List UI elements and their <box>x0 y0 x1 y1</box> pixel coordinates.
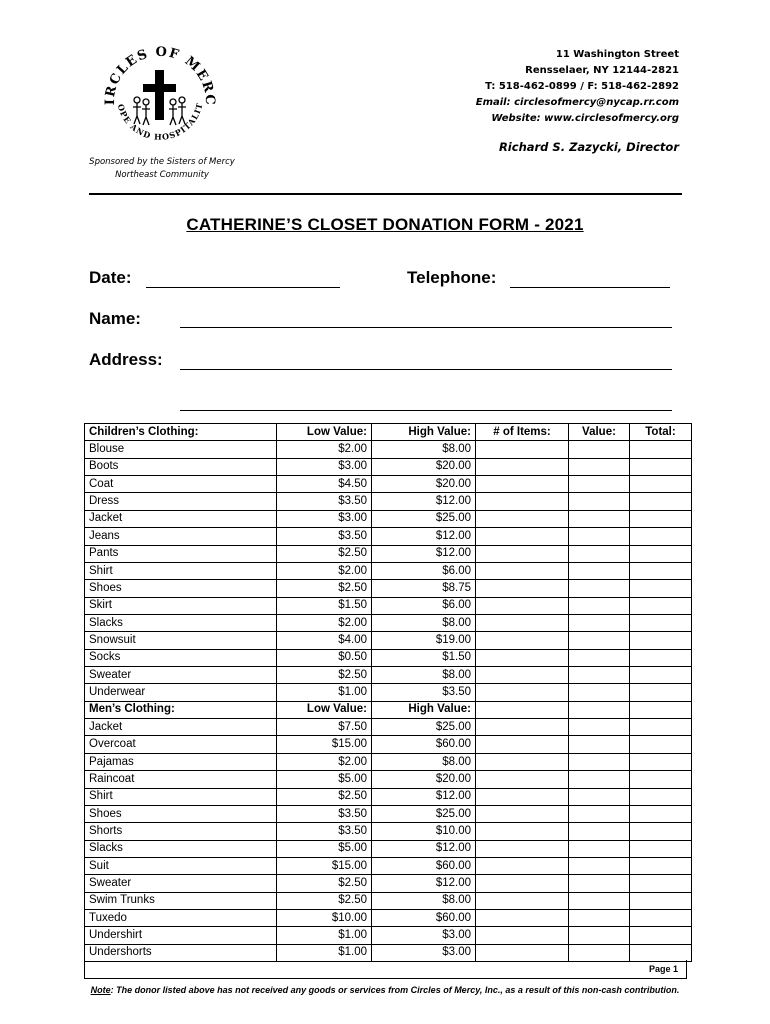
value-input[interactable] <box>569 476 630 493</box>
items-count-input[interactable] <box>476 788 569 805</box>
total-input[interactable] <box>630 927 692 944</box>
table-row <box>85 545 692 562</box>
value-input[interactable] <box>569 892 630 909</box>
low-value: $2.50 <box>277 580 372 597</box>
table-row <box>85 562 692 579</box>
item-name: Suit <box>85 857 277 874</box>
total-input[interactable] <box>630 614 692 631</box>
item-name: Shirt <box>85 562 277 579</box>
items-count-input[interactable] <box>476 528 569 545</box>
total-input[interactable] <box>630 805 692 822</box>
items-count-input[interactable] <box>476 667 569 684</box>
item-name: Jacket <box>85 510 277 527</box>
value-input[interactable] <box>569 632 630 649</box>
name-field[interactable] <box>180 327 672 328</box>
total-input[interactable] <box>630 701 692 718</box>
page-number: Page 1 <box>648 964 678 974</box>
total-input[interactable] <box>630 649 692 666</box>
low-value: $0.50 <box>277 649 372 666</box>
logo-text-bottom: OPE AND HOSPITALIT <box>115 101 205 142</box>
item-name: Slacks <box>85 614 277 631</box>
value-input[interactable] <box>569 701 630 718</box>
item-name: Raincoat <box>85 771 277 788</box>
low-value: $1.00 <box>277 927 372 944</box>
items-count-input[interactable] <box>476 580 569 597</box>
city: Rensselaer, NY 12144-2821 <box>525 65 679 76</box>
children-header-row <box>85 424 692 441</box>
high-value: $12.00 <box>372 545 476 562</box>
item-name: Shoes <box>85 805 277 822</box>
value-input[interactable] <box>569 857 630 874</box>
email: Email: circlesofmercy@nycap.rr.com <box>475 97 679 108</box>
high-value: $1.50 <box>372 649 476 666</box>
low-value: $3.50 <box>277 805 372 822</box>
low-value: $1.00 <box>277 684 372 701</box>
director-name: Richard S. Zazycki, Director <box>498 140 679 154</box>
men-header-row <box>85 701 692 718</box>
table-row <box>85 875 692 892</box>
items-count-input[interactable] <box>476 857 569 874</box>
low-value: $4.00 <box>277 632 372 649</box>
low-value: $10.00 <box>277 910 372 927</box>
items-count-input[interactable] <box>476 545 569 562</box>
total-input[interactable] <box>630 545 692 562</box>
low-value: $3.50 <box>277 528 372 545</box>
address-field-line-2[interactable] <box>180 410 672 411</box>
logo-text-top: IRCLES OF MERC <box>102 44 218 107</box>
table-row <box>85 805 692 822</box>
low-value: $15.00 <box>277 736 372 753</box>
items-count-input[interactable] <box>476 823 569 840</box>
date-label: Date: <box>89 268 132 287</box>
items-count-input[interactable] <box>476 684 569 701</box>
sponsor-line-2: Northeast Community <box>115 170 209 180</box>
items-count-header: # of Items: <box>476 424 569 441</box>
value-input[interactable] <box>569 667 630 684</box>
table-row <box>85 476 692 493</box>
value-input[interactable] <box>569 875 630 892</box>
item-name: Tuxedo <box>85 910 277 927</box>
high-value: $6.00 <box>372 562 476 579</box>
value-input[interactable] <box>569 788 630 805</box>
table-row <box>85 840 692 857</box>
total-input[interactable] <box>630 771 692 788</box>
item-name: Pants <box>85 545 277 562</box>
table-row <box>85 632 692 649</box>
circles-of-mercy-logo <box>100 40 220 158</box>
high-value: $60.00 <box>372 857 476 874</box>
high-value: $25.00 <box>372 719 476 736</box>
table-row <box>85 510 692 527</box>
value-input[interactable] <box>569 597 630 614</box>
table-row <box>85 649 692 666</box>
value-input[interactable] <box>569 528 630 545</box>
low-value: $4.50 <box>277 476 372 493</box>
table-row <box>85 667 692 684</box>
high-value: $8.00 <box>372 441 476 458</box>
page-footer-box <box>84 960 687 979</box>
low-value: $15.00 <box>277 857 372 874</box>
items-count-input[interactable] <box>476 805 569 822</box>
low-value: $5.00 <box>277 771 372 788</box>
total-input[interactable] <box>630 788 692 805</box>
street: 11 Washington Street <box>555 49 679 60</box>
total-input[interactable] <box>630 528 692 545</box>
item-name: Jeans <box>85 528 277 545</box>
high-value: $10.00 <box>372 823 476 840</box>
items-count-input[interactable] <box>476 597 569 614</box>
high-value: $12.00 <box>372 875 476 892</box>
low-value: $2.50 <box>277 545 372 562</box>
items-count-input[interactable] <box>476 441 569 458</box>
item-name: Shorts <box>85 823 277 840</box>
item-name: Shirt <box>85 788 277 805</box>
low-value: $2.50 <box>277 788 372 805</box>
items-count-input[interactable] <box>476 892 569 909</box>
low-value: $2.00 <box>277 614 372 631</box>
total-input[interactable] <box>630 823 692 840</box>
low-value: $1.00 <box>277 944 372 961</box>
low-value: $2.00 <box>277 562 372 579</box>
value-input[interactable] <box>569 684 630 701</box>
table-row <box>85 736 692 753</box>
telephone-field[interactable] <box>510 287 670 288</box>
table-row <box>85 580 692 597</box>
note-label: Note <box>90 985 111 995</box>
high-value: $12.00 <box>372 493 476 510</box>
sponsor-line-1: Sponsored by the Sisters of Mercy <box>89 157 235 167</box>
low-value: $3.50 <box>277 493 372 510</box>
total-input[interactable] <box>630 510 692 527</box>
high-value: $60.00 <box>372 910 476 927</box>
table-row <box>85 857 692 874</box>
item-name: Shoes <box>85 580 277 597</box>
value-input[interactable] <box>569 753 630 770</box>
table-row <box>85 788 692 805</box>
sponsor-note <box>62 156 262 182</box>
total-input[interactable] <box>630 840 692 857</box>
low-value: $2.50 <box>277 892 372 909</box>
note-text: : The donor listed above has not received any goods or services from Circles of Mercy, Inc., as a result of this non-cash contribution. <box>110 985 680 995</box>
value-input[interactable] <box>569 840 630 857</box>
high-value: $8.75 <box>372 580 476 597</box>
items-count-input[interactable] <box>476 719 569 736</box>
items-count-input[interactable] <box>476 493 569 510</box>
table-row <box>85 927 692 944</box>
value-input[interactable] <box>569 823 630 840</box>
high-value: $20.00 <box>372 458 476 475</box>
item-name: Sweater <box>85 875 277 892</box>
table-row <box>85 441 692 458</box>
total-input[interactable] <box>630 736 692 753</box>
organization-address <box>476 47 679 127</box>
item-name: Dress <box>85 493 277 510</box>
low-value: $3.00 <box>277 458 372 475</box>
value-input[interactable] <box>569 441 630 458</box>
item-name: Snowsuit <box>85 632 277 649</box>
value-input[interactable] <box>569 562 630 579</box>
table-row <box>85 892 692 909</box>
value-input[interactable] <box>569 805 630 822</box>
low-value: $3.00 <box>277 510 372 527</box>
name-label: Name: <box>89 309 141 328</box>
table-row <box>85 684 692 701</box>
high-value: $60.00 <box>372 736 476 753</box>
low-value: $2.50 <box>277 875 372 892</box>
high-value: $3.00 <box>372 944 476 961</box>
table-row <box>85 614 692 631</box>
value-input[interactable] <box>569 458 630 475</box>
high-value: $3.50 <box>372 684 476 701</box>
items-count-input[interactable] <box>476 632 569 649</box>
total-input[interactable] <box>630 892 692 909</box>
low-value-header: Low Value: <box>277 424 372 441</box>
items-count-input[interactable] <box>476 476 569 493</box>
donation-table <box>84 423 692 962</box>
address-field-line-1[interactable] <box>180 369 672 370</box>
value-input[interactable] <box>569 510 630 527</box>
value-input[interactable] <box>569 910 630 927</box>
high-value: $25.00 <box>372 805 476 822</box>
table-row <box>85 597 692 614</box>
phone: T: 518-462-0899 / F: 518-462-2892 <box>485 81 679 92</box>
donor-note <box>0 985 770 995</box>
value-header: Value: <box>569 424 630 441</box>
date-field[interactable] <box>146 287 340 288</box>
high-value: $3.00 <box>372 927 476 944</box>
value-input[interactable] <box>569 736 630 753</box>
item-name: Sweater <box>85 667 277 684</box>
items-count-input[interactable] <box>476 875 569 892</box>
total-input[interactable] <box>630 857 692 874</box>
low-value: $5.00 <box>277 840 372 857</box>
items-count-input[interactable] <box>476 649 569 666</box>
item-name: Socks <box>85 649 277 666</box>
table-row <box>85 458 692 475</box>
high-value-header: High Value: <box>372 424 476 441</box>
form-title: CATHERINE’S CLOSET DONATION FORM - 2021 <box>186 215 584 234</box>
items-count-input[interactable] <box>476 510 569 527</box>
low-value: $3.50 <box>277 823 372 840</box>
items-count-input[interactable] <box>476 927 569 944</box>
item-name: Undershirt <box>85 927 277 944</box>
item-name: Underwear <box>85 684 277 701</box>
low-value: $1.50 <box>277 597 372 614</box>
men-header: Men’s Clothing: <box>85 701 277 718</box>
item-name: Overcoat <box>85 736 277 753</box>
high-value: $12.00 <box>372 528 476 545</box>
low-value-header: Low Value: <box>277 701 372 718</box>
value-input[interactable] <box>569 580 630 597</box>
table-row <box>85 719 692 736</box>
table-row <box>85 823 692 840</box>
address-label: Address: <box>89 350 163 369</box>
header-divider <box>89 193 682 195</box>
items-count-input[interactable] <box>476 458 569 475</box>
item-name: Jacket <box>85 719 277 736</box>
high-value: $20.00 <box>372 771 476 788</box>
value-input[interactable] <box>569 545 630 562</box>
high-value-header: High Value: <box>372 701 476 718</box>
value-input[interactable] <box>569 719 630 736</box>
high-value: $8.00 <box>372 614 476 631</box>
total-input[interactable] <box>630 562 692 579</box>
items-count-input[interactable] <box>476 910 569 927</box>
website: Website: www.circlesofmercy.org <box>491 113 679 124</box>
low-value: $2.00 <box>277 753 372 770</box>
total-input[interactable] <box>630 580 692 597</box>
high-value: $8.00 <box>372 753 476 770</box>
items-count-input[interactable] <box>476 771 569 788</box>
value-input[interactable] <box>569 649 630 666</box>
total-input[interactable] <box>630 476 692 493</box>
table-row <box>85 753 692 770</box>
value-input[interactable] <box>569 493 630 510</box>
item-name: Coat <box>85 476 277 493</box>
low-value: $2.50 <box>277 667 372 684</box>
high-value: $12.00 <box>372 788 476 805</box>
table-row <box>85 528 692 545</box>
high-value: $12.00 <box>372 840 476 857</box>
total-input[interactable] <box>630 875 692 892</box>
item-name: Swim Trunks <box>85 892 277 909</box>
total-input[interactable] <box>630 719 692 736</box>
total-input[interactable] <box>630 667 692 684</box>
total-input[interactable] <box>630 753 692 770</box>
high-value: $20.00 <box>372 476 476 493</box>
items-count-input[interactable] <box>476 753 569 770</box>
item-name: Blouse <box>85 441 277 458</box>
table-row <box>85 771 692 788</box>
items-count-input[interactable] <box>476 736 569 753</box>
children-header: Children’s Clothing: <box>85 424 277 441</box>
total-input[interactable] <box>630 684 692 701</box>
donation-table-body <box>85 424 692 962</box>
high-value: $6.00 <box>372 597 476 614</box>
table-row <box>85 493 692 510</box>
value-input[interactable] <box>569 927 630 944</box>
value-input[interactable] <box>569 614 630 631</box>
high-value: $25.00 <box>372 510 476 527</box>
item-name: Pajamas <box>85 753 277 770</box>
total-input[interactable] <box>630 910 692 927</box>
item-name: Skirt <box>85 597 277 614</box>
total-input[interactable] <box>630 441 692 458</box>
high-value: $8.00 <box>372 892 476 909</box>
items-count-input[interactable] <box>476 840 569 857</box>
item-name: Slacks <box>85 840 277 857</box>
low-value: $2.00 <box>277 441 372 458</box>
table-row <box>85 910 692 927</box>
high-value: $8.00 <box>372 667 476 684</box>
low-value: $7.50 <box>277 719 372 736</box>
total-input[interactable] <box>630 458 692 475</box>
value-input[interactable] <box>569 771 630 788</box>
item-name: Boots <box>85 458 277 475</box>
total-input[interactable] <box>630 597 692 614</box>
total-input[interactable] <box>630 632 692 649</box>
items-count-input[interactable] <box>476 614 569 631</box>
telephone-label: Telephone: <box>407 268 497 287</box>
item-name: Undershorts <box>85 944 277 961</box>
total-header: Total: <box>630 424 692 441</box>
total-input[interactable] <box>630 493 692 510</box>
high-value: $19.00 <box>372 632 476 649</box>
items-count-input[interactable] <box>476 701 569 718</box>
items-count-input[interactable] <box>476 562 569 579</box>
